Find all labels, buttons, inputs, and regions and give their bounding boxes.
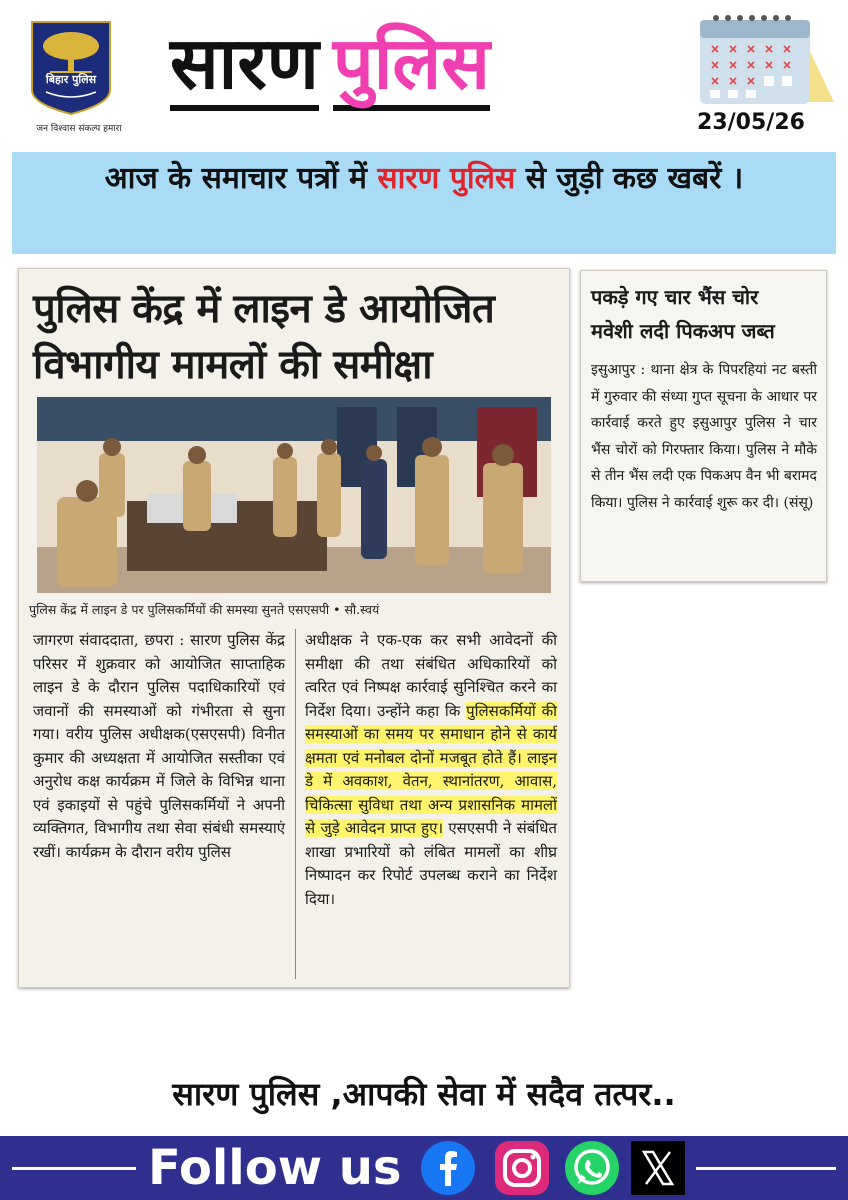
bihar-police-logo xyxy=(28,20,114,116)
photo-caption: पुलिस केंद्र में लाइन डे पर पुलिसकर्मियों की समस्या सुनते एसएसपी • सौ.स्वयं xyxy=(29,602,380,617)
whatsapp-icon[interactable] xyxy=(564,1140,620,1196)
clipping2-headline-line-2: मवेशी लदी पिकअप जब्त xyxy=(591,319,775,343)
banner-text xyxy=(12,156,836,202)
column-divider xyxy=(295,629,296,979)
clipping2-headline-line-1: पकड़े गए चार भैंस चोर xyxy=(591,285,759,309)
headline-line-1: पुलिस केंद्र में लाइन डे आयोजित xyxy=(33,285,495,332)
news-photo xyxy=(37,397,551,593)
logo-text: बिहार पुलिस xyxy=(45,73,97,86)
article-column-left: जागरण संवाददाता, छपरा : सारण पुलिस केंद्र परिसर में शुक्रवार को आयोजित साप्ताहिक लाइन डे के दौरान पुलिस पदाधिकारियों एवं जवानों की समस्याओं को गंभीरता से सुना गया। वरीय पुलिस अधीक्षक(एसएसपी) विनीत कुमार की अध्यक्षता में आयोजित सस्तीका एवं अनुरोध कक्ष कार्यक्रम में जिले के विभिन्न थाना एवं इकाइयों से पहुंचे पुलिसकर्मियों ने अपनी व्यक्तिगत, विभागीय तथा सेवा संबंधी समस्याएं रखीं। कार्यक्रम के दौरान वरीय पुलिस xyxy=(33,631,285,861)
article-right-outro: एसएसपी ने संबंधित शाखा प्रभारियों को लंबित मामलों का शीघ्र निष्पादन कर रिपोर्ट उपलब्ध कराने का निर्देश दिया। xyxy=(305,819,557,908)
title-police: पुलिस xyxy=(333,21,490,111)
article-column-right xyxy=(305,629,557,911)
follow-right-line xyxy=(696,1167,836,1170)
follow-us-bar xyxy=(0,1136,848,1200)
title-saran: सारण xyxy=(170,21,319,111)
banner-highlight: सारण पुलिस xyxy=(377,161,516,196)
intro-banner xyxy=(12,152,836,254)
clipping-headline xyxy=(33,281,557,393)
footer-motto: सारण पुलिस ,आपकी सेवा में सदैव तत्पर.. xyxy=(172,1075,676,1113)
article-highlighted-text: पुलिसकर्मियों की समस्याओं का समय पर समाधान होने से कार्य क्षमता एवं मनोबल दोनों मजबूत होते हैं। लाइन डे में अवकाश, वेतन, स्थानांतरण, आवास, चिकित्सा सुविधा तथा अन्य प्रशासनिक मामलों से जुड़े आवेदन प्राप्त हुए। xyxy=(305,701,557,837)
calendar-icon xyxy=(694,6,840,110)
follow-left-line xyxy=(12,1167,136,1170)
news-clipping-line-day xyxy=(18,268,570,988)
article-right-intro: अधीक्षक ने एक-एक कर सभी आवेदनों की समीक्षा की तथा संबंधित अधिकारियों को त्वरित एवं निष्पक्ष कार्रवाई सुनिश्चित करने का निर्देश दिया। उन्होंने कहा कि xyxy=(305,631,557,720)
date-label: 23/05/26 xyxy=(697,110,805,135)
follow-us-label: Follow us xyxy=(148,1140,402,1196)
clipping2-body: इसुआपुर : थाना क्षेत्र के पिपरहियां नट बस्ती में गुरुवार की संध्या गुप्त सूचना के आधार पर कार्रवाई करते हुए इसुआपुर पुलिस ने चार भैंस चोरों को गिरफ्तार किया। पुलिस ने मौके से तीन भैंस लदी एक पिकअप वैन भी बरामद किया। पुलिस ने कार्रवाई शुरू कर दी। (संसू) xyxy=(591,362,817,511)
news-clipping-buffalo-thieves xyxy=(580,270,827,582)
banner-text-before: आज के समाचार पत्रों में xyxy=(104,161,378,196)
banner-text-after: से जुड़ी कछ खबरें । xyxy=(515,161,744,196)
logo-tagline: जन विश्वास संकल्प हमारा xyxy=(36,124,122,134)
page-title xyxy=(170,18,490,113)
facebook-icon[interactable] xyxy=(420,1140,476,1196)
headline-line-2: विभागीय मामलों की समीक्षा xyxy=(33,341,433,388)
instagram-icon[interactable] xyxy=(494,1140,550,1196)
x-icon[interactable] xyxy=(630,1140,686,1196)
